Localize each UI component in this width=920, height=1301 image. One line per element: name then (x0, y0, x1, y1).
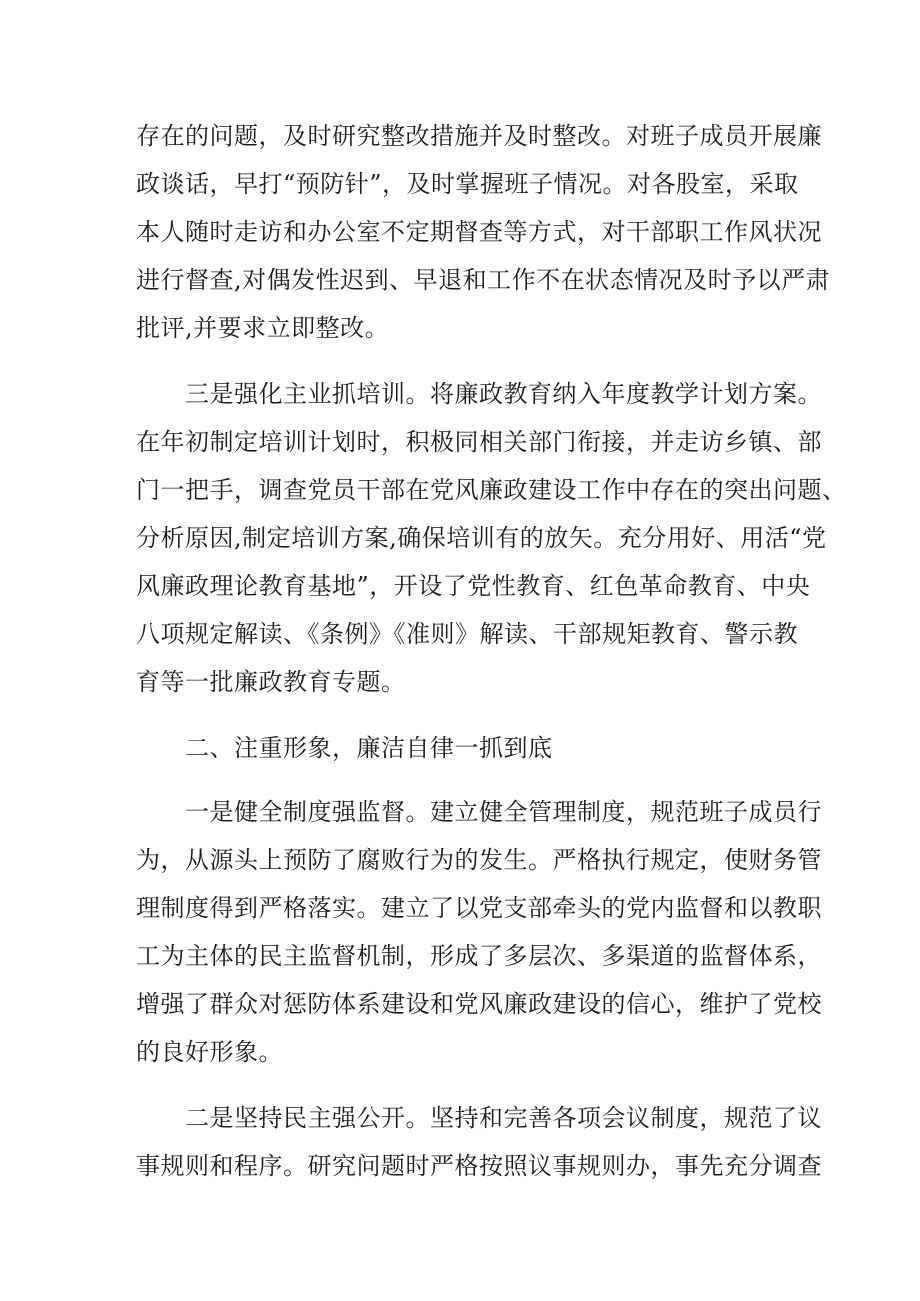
section-heading (136, 724, 792, 772)
text-line: 门一把手，调查党员干部在党风廉政建设工作中存在的突出问题、 (136, 476, 847, 504)
text-line: 二是坚持民主强公开。坚持和完善各项会议制度，规范了议 (136, 1104, 822, 1132)
text-line: 的良好形象。 (136, 1038, 283, 1066)
text-line: 二、注重形象，廉洁自律一抓到底 (136, 734, 553, 762)
text-line: 本人随时走访和办公室不定期督查等方式，对干部职工作风状况 (136, 218, 822, 246)
document-body (136, 112, 847, 1190)
paragraph-4 (136, 1094, 822, 1190)
text-line: 八项规定解读、《条例》《准则》解读、干部规矩教育、警示教 (136, 620, 798, 648)
text-line: 分析原因,制定培训方案,确保培训有的放矢。充分用好、用活“党 (136, 524, 827, 552)
text-line: 理制度得到严格落实。建立了以党支部牵头的党内监督和以教职 (136, 894, 822, 922)
text-line: 风廉政理论教育基地”，开设了党性教育、红色革命教育、中央 (136, 572, 811, 600)
text-line: 育等一批廉政教育专题。 (136, 668, 406, 696)
text-line: 在年初制定培训计划时，积极同相关部门衔接，并走访乡镇、部 (136, 428, 822, 456)
text-line: 为，从源头上预防了腐败行为的发生。严格执行规定，使财务管 (136, 846, 822, 874)
text-line: 一是健全制度强监督。建立健全管理制度，规范班子成员行 (136, 798, 822, 826)
text-line: 事规则和程序。研究问题时严格按照议事规则办，事先充分调查 (136, 1152, 822, 1180)
text-line: 政谈话，早打“预防针”，及时掌握班子情况。对各股室，采取 (136, 170, 799, 198)
text-line: 三是强化主业抓培训。将廉政教育纳入年度教学计划方案。 (136, 380, 822, 408)
text-line: 进行督查,对偶发性迟到、早退和工作不在状态情况及时予以严肃 (136, 266, 831, 294)
text-line: 增强了群众对惩防体系建设和党风廉政建设的信心，维护了党校 (136, 990, 822, 1018)
text-line: 存在的问题，及时研究整改措施并及时整改。对班子成员开展廉 (136, 122, 822, 150)
text-line: 工为主体的民主监督机制，形成了多层次、多渠道的监督体系， (136, 942, 822, 970)
text-line: 批评,并要求立即整改。 (136, 314, 390, 342)
paragraph-2 (136, 370, 847, 706)
paragraph-3 (136, 788, 822, 1076)
paragraph-1 (136, 112, 831, 352)
